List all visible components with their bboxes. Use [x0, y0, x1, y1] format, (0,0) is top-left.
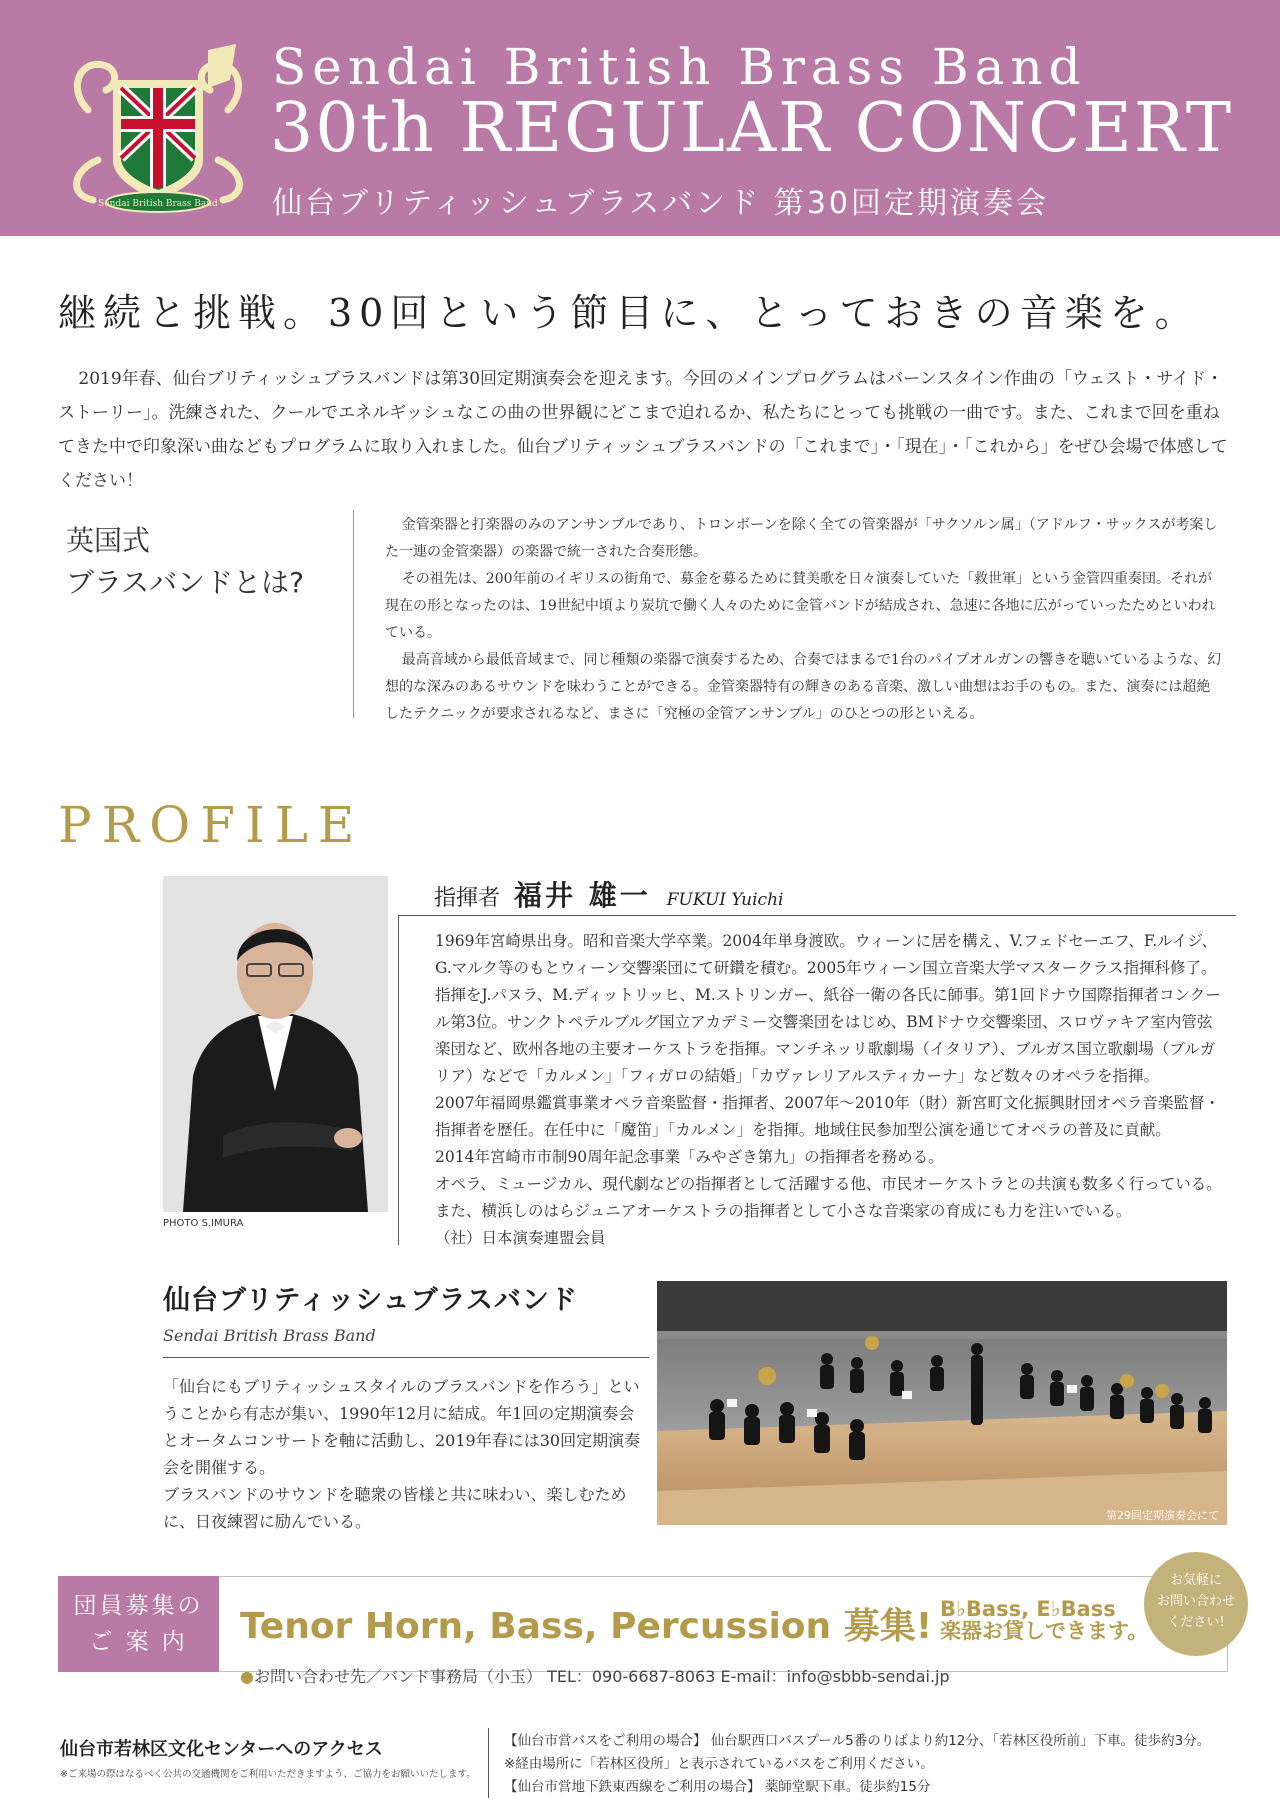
bio-paragraph-1: 1969年宮崎県出身。昭和音楽大学卒業。2004年単身渡欧。ウィーンに居を構え、V.フェドセーエフ、F.ルイジ、G.マルク等のもとウィーン交響楽団にて研鑽を積む。2005年ウィーン国立音楽大学マスタークラス指揮科修了。指揮をJ.パヌラ、M.ディットリッヒ、M.ストリンガー、紙谷一衛の各氏に師事。第1回ドナウ国際指揮者コンクール第3位。サンクトペテルブルグ国立アカデミー交響楽団をはじめ、BMドナウ交響楽団、スロヴァキア室内管弦楽団など、欧州各地の主要オーケストラを指揮。マンチネッリ歌劇場（イタリア）、ブルガス国立歌劇場（ブルガリア）などで「カルメン」「フィガロの結婚」「カヴァレリアルスティカーナ」など数々のオペラを指揮。: [435, 932, 1221, 1085]
band-name-roman: Sendai British Brass Band: [163, 1326, 376, 1345]
recruit-subline-2: 楽器お貸しできます。: [940, 1619, 1149, 1643]
what-is-paragraph-2: その祖先は、200年前のイギリスの街角で、募金を募るために賛美歌を日々演奏していた「救世軍」という金管四重奏団。それが現在の形となったのは、19世紀中頃より炭坑で働く人々のために金管バンドが結成され、急速に各地に広がっていったためといわれている。: [385, 571, 1216, 641]
what-is-heading: [66, 520, 304, 604]
divider-vertical: [398, 915, 399, 1245]
profile-title: PROFILE: [58, 796, 365, 854]
recruit-label-line2: ご 案 内: [89, 1629, 188, 1655]
conductor-name-jp: 福井 雄一: [514, 879, 651, 912]
what-is-paragraph-3: 最高音域から最低音域まで、同じ種類の楽器で演奏するため、合奏ではまるで1台のパイプオルガンの響きを聴いているような、幻想的な深みのあるサウンドを味わうことができる。金管楽器特有の輝きのある音楽、激しい曲想はお手のもの。また、演奏には超絶したテクニックが要求されるなど、まさに「究極の金管アンサンブル」のひとつの形といえる。: [385, 652, 1222, 722]
recruit-subline: [940, 1598, 1148, 1642]
recruit-label: [58, 1576, 219, 1672]
recruit-contact: [240, 1664, 950, 1687]
bubble-line2: お問い合わせ: [1156, 1594, 1235, 1609]
what-is-paragraph-1: 金管楽器と打楽器のみのアンサンブルであり、トロンボーンを除く全ての管楽器が「サクソルン属」（アドルフ・サックスが考案した一連の金管楽器）の楽器で統一された合奏形態。: [385, 517, 1218, 560]
band-paragraph-2: ブラスバンドのサウンドを聴衆の皆様と共に味わい、楽しむために、日夜練習に励んでいる。: [163, 1485, 627, 1531]
bio-paragraph-2: 2007年福岡県鑑賞事業オペラ音楽監督・指揮者、2007年～2010年（財）新宮町文化振興財団オペラ音楽監督・指揮者を歴任。在任中に「魔笛」「カルメン」を指揮。地域住民参加型公演を通じてオペラの普及に貢献。: [435, 1094, 1220, 1139]
title-en-line1: Sendai British Brass Band: [272, 38, 1087, 96]
band-crest-logo: [58, 40, 258, 215]
access-line-subway: 【仙台市営地下鉄東西線をご利用の場合】 薬師堂駅下車。徒歩約15分: [504, 1779, 931, 1795]
what-is-body: [385, 512, 1223, 728]
access-line-bus-note: ※経由場所に「若林区役所」と表示されているバスをご利用ください。: [504, 1756, 934, 1772]
bio-paragraph-3: 2014年宮崎市市制90周年記念事業「みやざき第九」の指揮者を務める。: [435, 1148, 944, 1166]
band-concert-photo: [657, 1281, 1227, 1525]
contact-bubble: [1144, 1552, 1248, 1656]
what-is-heading-line2: ブラスバンドとは?: [66, 566, 305, 599]
tagline: 継続と挑戦。30回という節目に、とっておきの音楽を。: [58, 291, 1200, 335]
band-paragraph-1: 「仙台にもブリティッシュスタイルのブラスバンドを作ろう」ということから有志が集い、1990年12月に結成。年1回の定期演奏会とオータムコンサートを軸に活動し、2019年春には30回定期演奏会を開催する。: [163, 1377, 641, 1477]
bubble-line1: お気軽に: [1169, 1573, 1222, 1588]
conductor-heading: [434, 874, 783, 914]
title-en-line2: 30th REGULAR CONCERT: [270, 89, 1234, 168]
what-is-heading-line1: 英国式: [66, 524, 151, 557]
photo-credit: PHOTO S.IMURA: [163, 1218, 244, 1229]
conductor-role: 指揮者: [434, 886, 501, 911]
bio-paragraph-5: （社）日本演奏連盟会員: [435, 1229, 606, 1247]
band-photo-caption: 第29回定期演奏会にて: [1106, 1509, 1219, 1522]
recruit-contact-text: お問い合わせ先／バンド事務局（小玉） TEL：090-6687-8063 E-mail：info@sbbb-sendai.jp: [253, 1667, 950, 1686]
bio-paragraph-4: オペラ、ミュージカル、現代劇などの指揮者として活躍する他、市民オーケストラとの共演も数多く行っている。また、横浜しのはらジュニアオーケストラの指揮者として小さな音楽家の育成にも力を注いでいる。: [435, 1175, 1222, 1220]
title-jp: 仙台ブリティッシュブラスバンド 第30回定期演奏会: [272, 186, 1050, 221]
access-title: 仙台市若林区文化センターへのアクセス: [60, 1739, 383, 1760]
divider-vertical: [353, 510, 354, 718]
crest-text: Sendai British Brass Band: [98, 199, 218, 209]
conductor-bio: [435, 928, 1227, 1252]
access-directions: [504, 1730, 1210, 1799]
access-note: ※ご来場の際はなるべく公共の交通機関をご利用いただきますよう、ご協力をお願いいたします。: [60, 1769, 476, 1780]
band-description: [163, 1373, 643, 1535]
bullet-icon: ●: [240, 1667, 254, 1686]
bubble-line3: ください!: [1167, 1615, 1225, 1630]
conductor-name-roman: FUKUI Yuichi: [666, 890, 784, 910]
recruit-label-line1: 団員募集の: [73, 1593, 204, 1619]
recruit-subline-1: B♭Bass, E♭Bass: [940, 1597, 1116, 1621]
access-line-bus: 【仙台市営バスをご利用の場合】 仙台駅西口バスプール5番のりばより約12分、「若林区役所前」下車。徒歩約3分。: [504, 1733, 1211, 1749]
intro-paragraph: 2019年春、仙台ブリティッシュブラスバンドは第30回定期演奏会を迎えます。今回のメインプログラムはバーンスタイン作曲の「ウェスト・サイド・ストーリー」。洗練された、クールでエネルギッシュなこの曲の世界観にどこまで迫れるか、私たちにとっても挑戦の一曲です。また、これまで回を重ねてきた中で印象深い曲などもプログラムに取り入れました。仙台ブリティッシュブラスバンドの「これまで」・「現在」・「これから」をぜひ会場で体感してください！: [58, 369, 1228, 491]
conductor-photo: [163, 876, 388, 1212]
band-name-jp: 仙台ブリティッシュブラスバンド: [163, 1285, 578, 1316]
divider-vertical: [488, 1728, 489, 1798]
divider-horizontal: [163, 1357, 649, 1358]
divider-horizontal: [398, 915, 1236, 916]
recruit-headline: Tenor Horn, Bass, Percussion 募集!: [240, 1606, 933, 1647]
